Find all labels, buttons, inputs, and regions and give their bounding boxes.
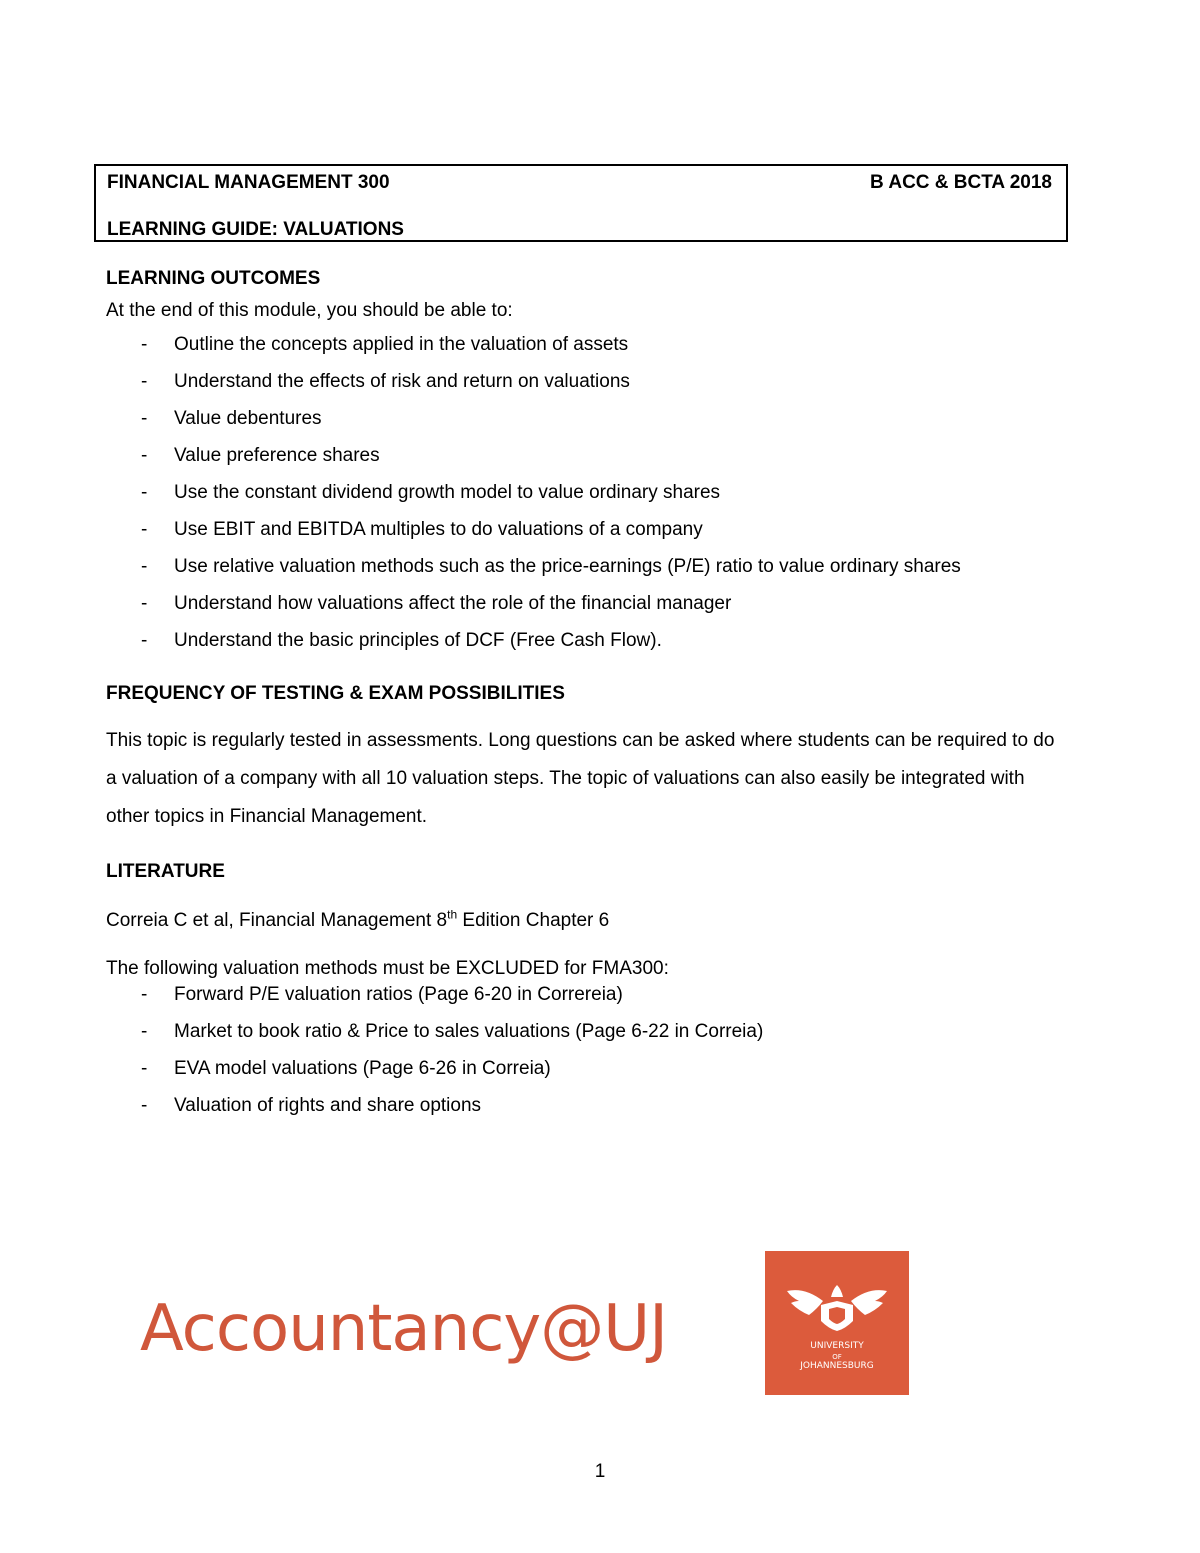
dash-bullet: - [141, 334, 148, 355]
outcomes-list [104, 326, 1086, 659]
uj-caption-line2: OF [832, 1353, 842, 1361]
content [106, 266, 1086, 1124]
course-title: FINANCIAL MANAGEMENT 300 [107, 172, 390, 193]
list-item [104, 511, 1086, 548]
dash-bullet: - [141, 1058, 148, 1079]
list-item-text: Use EBIT and EBITDA multiples to do valuations of a company [174, 519, 703, 540]
reference-text-end: Edition Chapter 6 [457, 910, 610, 931]
list-item-text: Understand the basic principles of DCF (Free Cash Flow). [174, 630, 662, 651]
header-box [94, 164, 1068, 242]
excluded-list [104, 976, 1086, 1124]
uj-caption-line1: UNIVERSITY [810, 1341, 864, 1351]
dash-bullet: - [141, 445, 148, 466]
dash-bullet: - [141, 556, 148, 577]
list-item [104, 1013, 1086, 1050]
dash-bullet: - [141, 519, 148, 540]
list-item [104, 1087, 1086, 1124]
literature-reference [106, 907, 1086, 932]
list-item-text: EVA model valuations (Page 6-26 in Correia) [174, 1058, 551, 1079]
dash-bullet: - [141, 408, 148, 429]
excluded-intro: The following valuation methods must be EXCLUDED for FMA300: [106, 958, 669, 979]
frequency-text: This topic is regularly tested in assessments. Long questions can be asked where students can be required to do a valuation of a company with all 10 valuation steps. The topic of valuations can also easily be integrated with other topics in Financial Management. [106, 730, 1055, 827]
page-number: 1 [594, 1461, 606, 1482]
list-item [104, 363, 1086, 400]
list-item-text: Forward P/E valuation ratios (Page 6-20 in Correreia) [174, 984, 623, 1005]
list-item [104, 585, 1086, 622]
list-item [104, 474, 1086, 511]
list-item [104, 976, 1086, 1013]
reference-text: Correia C et al, Financial Management 8 [106, 910, 448, 931]
reference-superscript: th [447, 907, 458, 922]
list-item [104, 400, 1086, 437]
dash-bullet: - [141, 1021, 148, 1042]
dash-bullet: - [141, 593, 148, 614]
list-item-text: Value debentures [174, 408, 322, 429]
dash-bullet: - [141, 482, 148, 503]
list-item-text: Value preference shares [174, 445, 380, 466]
dash-bullet: - [141, 630, 148, 651]
uj-crest-icon [765, 1251, 909, 1395]
list-item [104, 622, 1086, 659]
list-item [104, 437, 1086, 474]
accountancy-uj-wordmark: Accountancy@UJ [140, 1292, 667, 1366]
dash-bullet: - [141, 371, 148, 392]
outcomes-intro: At the end of this module, you should be able to: [106, 300, 513, 321]
list-item [104, 1050, 1086, 1087]
list-item-text: Valuation of rights and share options [174, 1095, 482, 1116]
list-item-text: Understand how valuations affect the role of the financial manager [174, 593, 732, 614]
list-item-text: Use the constant dividend growth model to value ordinary shares [174, 482, 721, 503]
uj-logo [765, 1251, 909, 1395]
dash-bullet: - [141, 984, 148, 1005]
frequency-heading: FREQUENCY OF TESTING & EXAM POSSIBILITIES [106, 683, 565, 704]
program-title: B ACC & BCTA 2018 [870, 172, 1052, 193]
list-item-text: Outline the concepts applied in the valuation of assets [174, 334, 629, 355]
uj-caption-line3: JOHANNESBURG [800, 1361, 874, 1371]
literature-heading: LITERATURE [106, 861, 225, 882]
guide-title: LEARNING GUIDE: VALUATIONS [107, 219, 404, 240]
list-item-text: Market to book ratio & Price to sales valuations (Page 6-22 in Correia) [174, 1021, 764, 1042]
list-item [104, 326, 1086, 363]
list-item [104, 548, 1086, 585]
list-item-text: Use relative valuation methods such as the price-earnings (P/E) ratio to value ordinary shares [174, 556, 961, 577]
dash-bullet: - [141, 1095, 148, 1116]
outcomes-heading: LEARNING OUTCOMES [106, 268, 321, 289]
list-item-text: Understand the effects of risk and return on valuations [174, 371, 630, 392]
